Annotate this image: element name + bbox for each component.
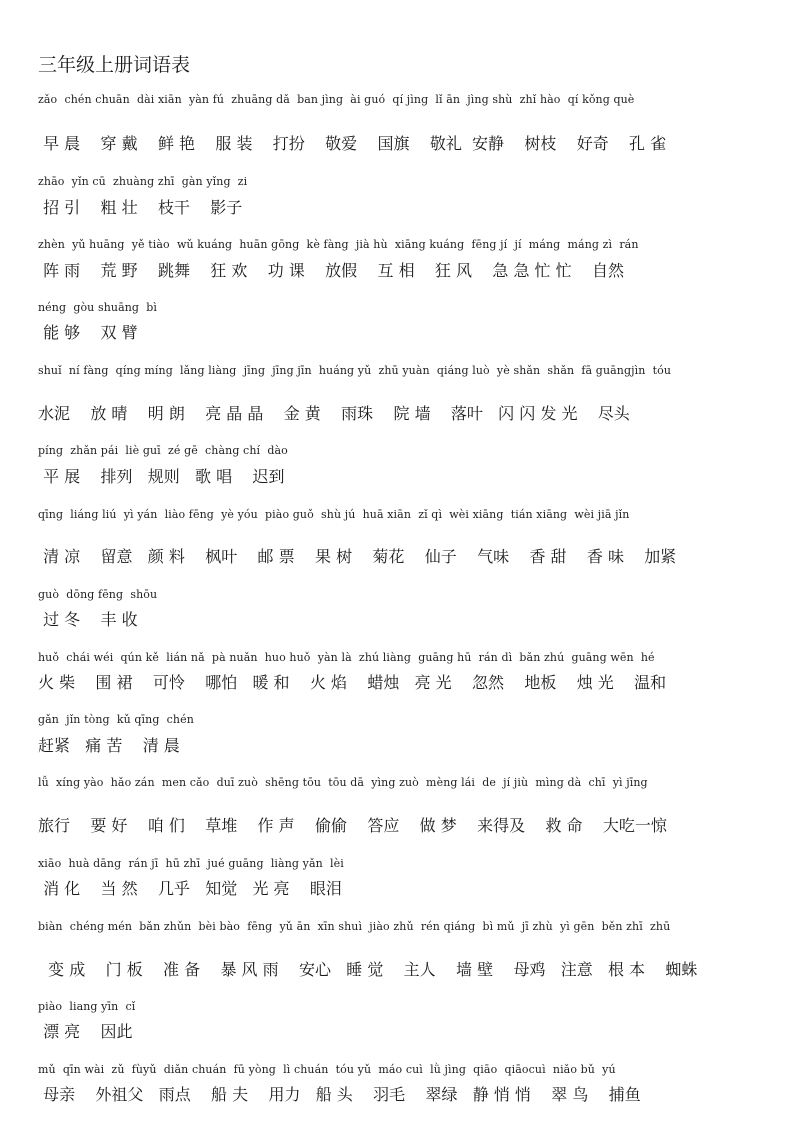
hanzi-line: 平 展 排列 规则 歌 唱 迟到 [38,467,285,486]
hanzi-line: 早 晨 穿 戴 鲜 艳 服 装 打扮 敬爱 国旗 敬礼 安静 树枝 好奇 孔 雀 [38,134,667,153]
pinyin-line: mǔ qīn wài zǔ fùyǔ diǎn chuán fū yòng lì chuán tóu yǔ máo cuì lǜ jìng qiāo qiāocuì niǎo bǔ yú [38,1063,616,1076]
pinyin-line: xiāo huà dāng rán jī hū zhī jué guāng liàng yǎn lèi [38,857,344,870]
hanzi-line: 漂 亮 因此 [38,1022,133,1041]
hanzi-line: 招 引 粗 壮 枝干 影子 [38,198,243,217]
pinyin-line: huǒ chái wéi qún kě lián nǎ pà nuǎn huo huǒ yàn là zhú liàng guāng hū rán dì bǎn zhú guāng wēn hé [38,651,655,664]
pinyin-line: néng gòu shuāng bì [38,301,158,314]
hanzi-line: 变 成 门 板 准 备 暴 风 雨 安心 睡 觉 主人 墙 壁 母鸡 注意 根 本 蜘蛛 [38,960,698,979]
hanzi-line: 赶紧 痛 苦 清 晨 [38,736,180,755]
pinyin-line: guò dōng fēng shōu [38,588,158,601]
pinyin-line: zhāo yǐn cū zhuàng zhī gàn yǐng zi [38,175,248,188]
pinyin-line: zǎo chén chuān dài xiān yàn fú zhuāng dǎ ban jìng ài guó qí jìng lǐ ān jìng shù zhǐ hào qí kǒng què [38,93,635,106]
hanzi-line: 水泥 放 晴 明 朗 亮 晶 晶 金 黄 雨珠 院 墙 落叶 闪 闪 发 光 尽头 [38,404,630,423]
pinyin-line: biàn chéng mén bǎn zhǔn bèi bào fēng yǔ ān xīn shuì jiào zhǔ rén qiáng bì mǔ jī zhù yì gēn běn zhī zhū [38,920,671,933]
pinyin-line: gǎn jǐn tòng kǔ qīng chén [38,713,194,726]
pinyin-line: píng zhǎn pái liè guī zé gē chàng chí dào [38,444,288,457]
hanzi-line: 母亲 外祖父 雨点 船 夫 用力 船 头 羽毛 翠绿 静 悄 悄 翠 鸟 捕鱼 [38,1085,641,1104]
pinyin-line: piào liang yīn cǐ [38,1000,136,1013]
pinyin-line: lǚ xíng yào hǎo zán men cǎo duī zuò shēng tōu tōu dā yìng zuò mèng lái de jí jiù mìng dà chī yì jīng [38,776,648,789]
pinyin-line: qīng liáng liú yì yán liào fēng yè yóu piào guǒ shù jú huā xiān zǐ qì wèi xiāng tián xiāng wèi jiā jǐn [38,508,630,521]
pinyin-line: zhèn yǔ huāng yě tiào wǔ kuáng huān gōng kè fàng jià hù xiāng kuáng fēng jí jí máng máng zì rán [38,238,639,251]
hanzi-line: 能 够 双 臂 [38,323,138,342]
hanzi-line: 消 化 当 然 几乎 知觉 光 亮 眼泪 [38,879,342,898]
hanzi-line: 火 柴 围 裙 可怜 哪怕 暖 和 火 焰 蜡烛 亮 光 忽然 地板 烛 光 温和 [38,673,667,692]
hanzi-line: 过 冬 丰 收 [38,610,138,629]
page-title: 三年级上册词语表 [38,54,191,76]
pinyin-line: shuǐ ní fàng qíng míng lǎng liàng jīng jīng jīn huáng yǔ zhū yuàn qiáng luò yè shǎn shǎn fā guāngjìn tóu [38,364,672,377]
hanzi-line: 阵 雨 荒 野 跳舞 狂 欢 功 课 放假 互 相 狂 风 急 急 忙 忙 自然 [38,261,624,280]
hanzi-line: 旅行 要 好 咱 们 草堆 作 声 偷偷 答应 做 梦 来得及 救 命 大吃一惊 [38,816,667,835]
hanzi-line: 清 凉 留意 颜 料 枫叶 邮 票 果 树 菊花 仙子 气味 香 甜 香 味 加紧 [38,547,677,566]
